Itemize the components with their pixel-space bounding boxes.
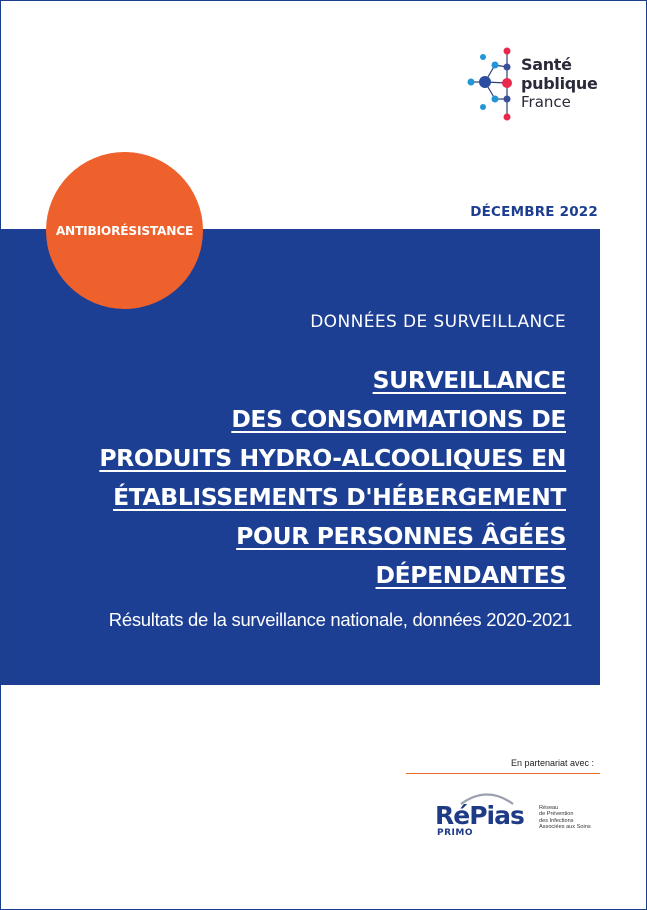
logo-line-3: France bbox=[521, 93, 571, 111]
title-line: DÉPENDANTES bbox=[375, 561, 566, 589]
logo-line-2: publique bbox=[521, 74, 598, 93]
repias-wordmark: RéPias bbox=[435, 801, 524, 830]
repias-desc-line: des Infections bbox=[539, 817, 574, 824]
repias-primo: PRIMO bbox=[437, 828, 473, 838]
repias-desc-line: de Prévention bbox=[539, 811, 574, 818]
sante-publique-france-logo bbox=[465, 43, 625, 123]
partner-label: En partenariat avec : bbox=[510, 758, 594, 768]
title-line: DES CONSOMMATIONS DE bbox=[231, 405, 566, 433]
title-line: POUR PERSONNES ÂGÉES bbox=[236, 522, 566, 550]
topic-badge bbox=[46, 152, 203, 309]
document-type: DONNÉES DE SURVEILLANCE bbox=[310, 312, 566, 332]
repias-desc-line: Associées aux Soins bbox=[539, 823, 591, 830]
title-line: PRODUITS HYDRO-ALCOOLIQUES EN bbox=[99, 444, 566, 472]
molecule-network-icon bbox=[465, 43, 525, 123]
repias-logo bbox=[435, 791, 605, 841]
results-subtitle: Résultats de la surveillance nationale, données 2020-2021 bbox=[108, 609, 572, 630]
topic-badge-label: ANTIBIORÉSISTANCE bbox=[55, 223, 194, 238]
document-title bbox=[46, 361, 566, 595]
repias-description bbox=[539, 805, 605, 830]
partner-divider bbox=[406, 773, 600, 774]
title-line: SURVEILLANCE bbox=[372, 366, 566, 394]
logo-wordmark bbox=[521, 55, 598, 112]
repias-desc-line: Réseau bbox=[539, 805, 559, 811]
publication-date: DÉCEMBRE 2022 bbox=[470, 204, 598, 220]
logo-line-1: Santé bbox=[521, 55, 572, 74]
title-line: ÉTABLISSEMENTS D'HÉBERGEMENT bbox=[113, 483, 566, 511]
